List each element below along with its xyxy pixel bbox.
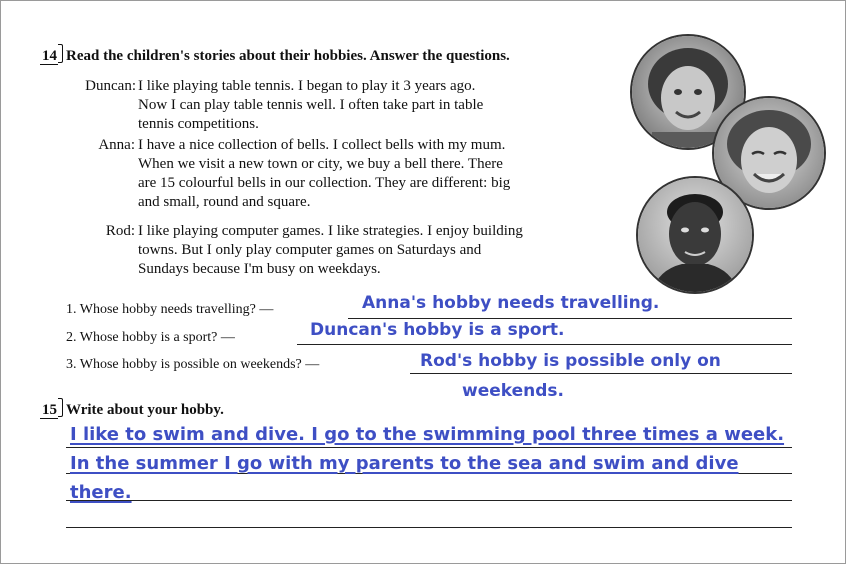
story-line: and small, round and square. — [138, 194, 311, 210]
child-photo-boy — [636, 176, 754, 294]
speaker-name: Anna: — [98, 137, 135, 153]
answer-line-2 — [297, 344, 792, 345]
bracket-mark — [58, 44, 63, 63]
speaker-name: Rod: — [105, 223, 135, 239]
number-underline — [40, 64, 58, 65]
story-rod — [66, 222, 135, 241]
exercise-number: 14 — [42, 48, 57, 64]
hobby-answer-line-1[interactable]: I like to swim and dive. I go to the swimming pool three times a week. — [70, 424, 785, 445]
speaker-name: Duncan: — [85, 78, 136, 94]
question-1: 1. Whose hobby needs travelling? — — [66, 302, 274, 317]
story-line: Sundays because I'm busy on weekdays. — [138, 261, 381, 277]
question-2: 2. Whose hobby is a sport? — — [66, 330, 235, 345]
answer-3[interactable]: Rod's hobby is possible only on — [420, 351, 721, 371]
answer-3-continuation[interactable]: weekends. — [462, 381, 564, 401]
hobby-answer-line-2[interactable]: In the summer I go with my parents to the sea and swim and dive — [70, 453, 739, 474]
writing-line-4 — [66, 527, 792, 528]
bracket-mark — [58, 398, 63, 417]
exercise-15-heading — [42, 398, 224, 419]
story-rod-text — [138, 222, 523, 279]
exercise-14-heading — [42, 44, 510, 65]
story-line: Now I can play table tennis well. I often take part in table — [138, 97, 484, 113]
answer-1[interactable]: Anna's hobby needs travelling. — [362, 293, 660, 313]
story-duncan-text — [138, 77, 483, 134]
exercise-number: 15 — [42, 402, 57, 418]
writing-line-1 — [66, 447, 792, 448]
hobby-answer-line-3[interactable]: there. — [70, 482, 132, 503]
story-line: I like playing table tennis. I began to play it 3 years ago. — [138, 78, 476, 94]
answer-2[interactable]: Duncan's hobby is a sport. — [310, 320, 565, 340]
answer-line-3 — [410, 373, 792, 374]
story-line: I have a nice collection of bells. I collect bells with my mum. — [138, 137, 506, 153]
story-duncan — [66, 77, 136, 96]
exercise-instruction: Read the children's stories about their hobbies. Answer the questions. — [66, 48, 510, 64]
question-3: 3. Whose hobby is possible on weekends? — — [66, 357, 320, 372]
story-line: are 15 colourful bells in our collection. They are different: big — [138, 175, 511, 191]
story-line: tennis competitions. — [138, 116, 259, 132]
story-line: towns. But I only play computer games on Saturdays and — [138, 242, 482, 258]
number-underline — [40, 418, 58, 419]
writing-line-3 — [66, 500, 792, 501]
exercise-instruction: Write about your hobby. — [66, 402, 224, 418]
story-line: When we visit a new town or city, we buy a bell there. There — [138, 156, 503, 172]
story-anna-text — [138, 136, 510, 212]
story-anna — [66, 136, 135, 155]
story-line: I like playing computer games. I like strategies. I enjoy building — [138, 223, 523, 239]
answer-line-1 — [348, 318, 792, 319]
